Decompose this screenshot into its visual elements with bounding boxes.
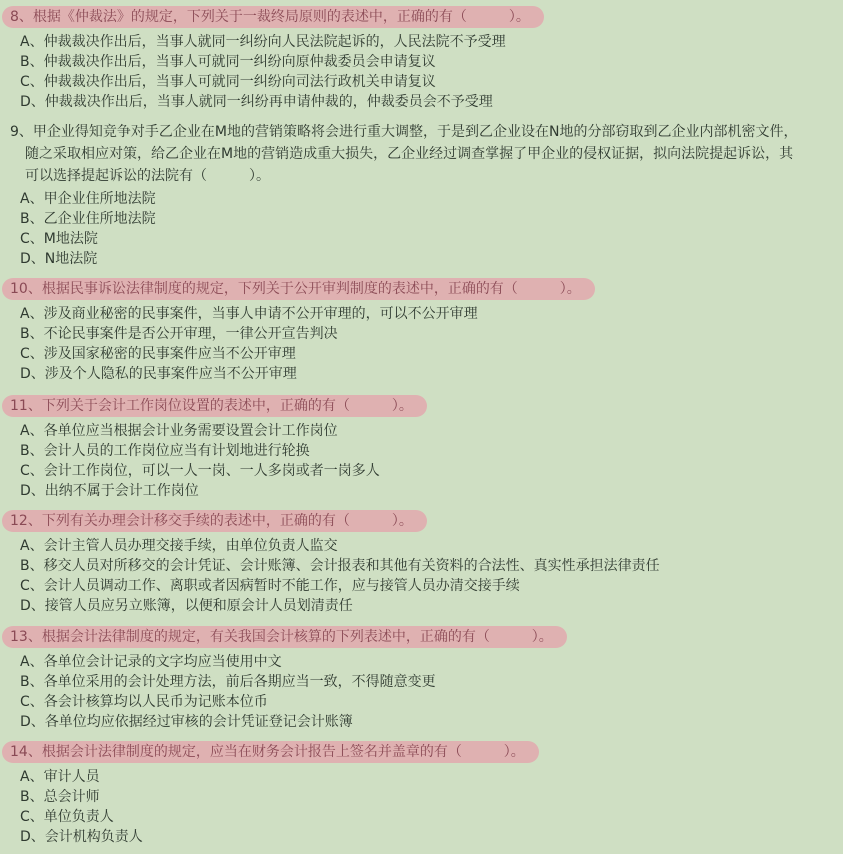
question-10: [0, 278, 595, 384]
option-b[interactable]: B、移交人员对所移交的会计凭证、会计账簿、会计报表和其他有关资料的合法性、真实性承担法律责任: [20, 558, 660, 574]
option-c[interactable]: C、各会计核算均以人民币为记账本位币: [20, 694, 268, 710]
question-stem: 11、下列关于会计工作岗位设置的表述中，正确的有（ ）。: [2, 395, 427, 417]
option-c[interactable]: C、涉及国家秘密的民事案件应当不公开审理: [20, 346, 296, 362]
option-d[interactable]: D、涉及个人隐私的民事案件应当不公开审理: [20, 366, 297, 382]
option-a[interactable]: A、甲企业住所地法院: [20, 191, 156, 207]
option-a[interactable]: A、各单位应当根据会计业务需要设置会计工作岗位: [20, 423, 338, 439]
option-d[interactable]: D、各单位均应依据经过审核的会计凭证登记会计账簿: [20, 714, 353, 730]
option-d[interactable]: D、会计机构负责人: [20, 829, 143, 845]
question-stem: [10, 121, 840, 187]
option-b[interactable]: B、各单位采用的会计处理方法，前后各期应当一致，不得随意变更: [20, 674, 436, 690]
option-a[interactable]: A、仲裁裁决作出后，当事人就同一纠纷向人民法院起诉的，人民法院不予受理: [20, 34, 506, 50]
option-c[interactable]: C、M地法院: [20, 231, 98, 247]
question-8: [0, 6, 544, 112]
option-c[interactable]: C、单位负责人: [20, 809, 114, 825]
question-11: [0, 395, 427, 501]
option-c[interactable]: C、会计人员调动工作、离职或者因病暂时不能工作，应与接管人员办清交接手续: [20, 578, 520, 594]
question-stem: 14、根据会计法律制度的规定，应当在财务会计报告上签名并盖章的有（ ）。: [2, 741, 539, 763]
option-a[interactable]: A、审计人员: [20, 769, 100, 785]
question-stem: 10、根据民事诉讼法律制度的规定，下列关于公开审判制度的表述中，正确的有（ ）。: [2, 278, 595, 300]
stem-line: 9、甲企业得知竞争对手乙企业在M地的营销策略将会进行重大调整，于是到乙企业设在N地的分部窃取到乙企业内部机密文件，: [10, 124, 798, 140]
option-b[interactable]: B、总会计师: [20, 789, 100, 805]
option-b[interactable]: B、仲裁裁决作出后，当事人可就同一纠纷向原仲裁委员会申请复议: [20, 54, 436, 70]
option-a[interactable]: A、各单位会计记录的文字均应当使用中文: [20, 654, 282, 670]
option-d[interactable]: D、接管人员应另立账簿，以便和原会计人员划清责任: [20, 598, 353, 614]
option-b[interactable]: B、会计人员的工作岗位应当有计划地进行轮换: [20, 443, 310, 459]
question-12: [0, 510, 660, 616]
option-a[interactable]: A、会计主管人员办理交接手续，由单位负责人监交: [20, 538, 338, 554]
stem-line: 随之采取相应对策，给乙企业在M地的营销造成重大损失，乙企业经过调查掌握了甲企业的侵权证据，拟向法院提起诉讼，其: [25, 146, 794, 162]
question-13: [0, 626, 567, 732]
option-c[interactable]: C、仲裁裁决作出后，当事人可就同一纠纷向司法行政机关申请复议: [20, 74, 436, 90]
question-stem: 12、下列有关办理会计移交手续的表述中，正确的有（ ）。: [2, 510, 427, 532]
option-d[interactable]: D、N地法院: [20, 251, 98, 267]
option-b[interactable]: B、不论民事案件是否公开审理，一律公开宣告判决: [20, 326, 338, 342]
option-c[interactable]: C、会计工作岗位，可以一人一岗、一人多岗或者一岗多人: [20, 463, 380, 479]
stem-line: 可以选择提起诉讼的法院有（ ）。: [25, 168, 270, 184]
option-d[interactable]: D、出纳不属于会计工作岗位: [20, 483, 199, 499]
question-stem: 13、根据会计法律制度的规定，有关我国会计核算的下列表述中，正确的有（ ）。: [2, 626, 567, 648]
question-stem: 8、根据《仲裁法》的规定，下列关于一裁终局原则的表述中，正确的有（ ）。: [2, 6, 544, 28]
question-9: [0, 121, 840, 269]
option-b[interactable]: B、乙企业住所地法院: [20, 211, 156, 227]
option-a[interactable]: A、涉及商业秘密的民事案件，当事人申请不公开审理的，可以不公开审理: [20, 306, 478, 322]
question-14: [0, 741, 539, 847]
option-d[interactable]: D、仲裁裁决作出后，当事人就同一纠纷再申请仲裁的，仲裁委员会不予受理: [20, 94, 493, 110]
